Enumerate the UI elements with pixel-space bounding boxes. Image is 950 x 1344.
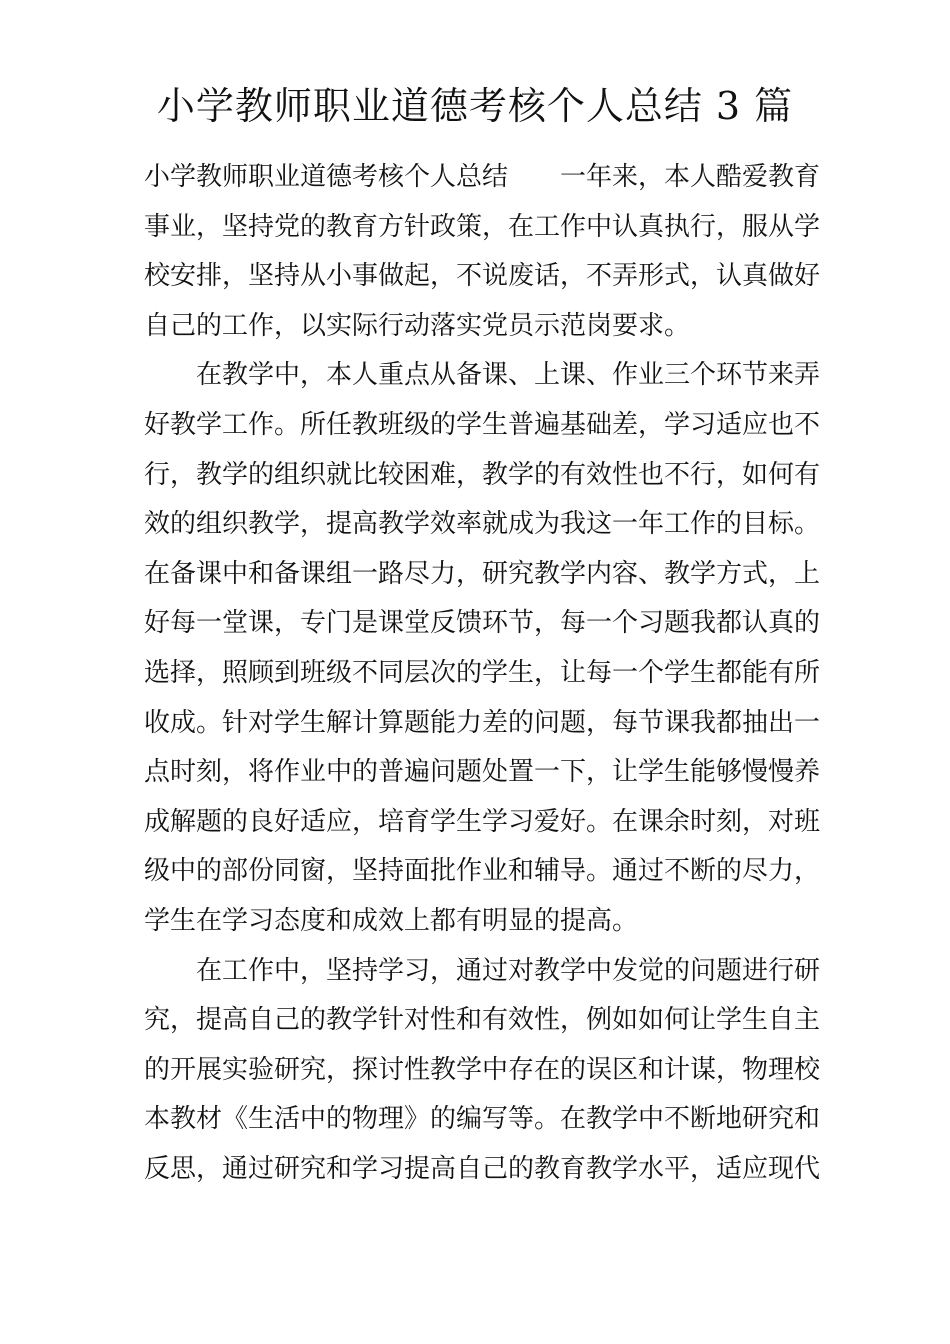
paragraph-2-line-7: 选择，照顾到班级不同层次的学生，让每一个学生都能有所 (144, 657, 821, 688)
document-body (144, 153, 821, 1194)
paragraph-1-line-4: 自己的工作，以实际行动落实党员示范岗要求。 (144, 310, 691, 341)
paragraph-3-line-4: 本教材《生活中的物理》的编写等。在教学中不断地研究和 (144, 1104, 821, 1135)
paragraph-3-line-1: 在工作中，坚持学习，通过对教学中发觉的问题进行研 (196, 955, 821, 986)
paragraph-2-line-6: 好每一堂课，专门是课堂反馈环节，每一个习题我都认真的 (144, 608, 821, 639)
paragraph-2-line-10: 成解题的良好适应，培育学生学习爱好。在课余时刻，对班 (144, 806, 821, 837)
paragraph-1-line-1: 小学教师职业道德考核个人总结 一年来，本人酷爱教育 (144, 162, 821, 192)
paragraph-2-line-3: 行，教学的组织就比较困难，教学的有效性也不行，如何有 (144, 459, 821, 490)
paragraph-2-line-12: 学生在学习态度和成效上都有明显的提高。 (144, 905, 639, 936)
document-title: 小学教师职业道德考核个人总结 3 篇 (156, 84, 794, 128)
paragraph-1-line-3: 校安排，坚持从小事做起，不说废话，不弄形式，认真做好 (144, 261, 821, 292)
paragraph-2-line-1: 在教学中，本人重点从备课、上课、作业三个环节来弄 (196, 360, 821, 391)
paragraph-3-line-5: 反思，通过研究和学习提高自己的教育教学水平，适应现代 (144, 1153, 821, 1184)
paragraph-2-line-5: 在备课中和备课组一路尽力，研究教学内容、教学方式，上 (144, 558, 821, 589)
paragraph-1-line-2: 事业，坚持党的教育方针政策，在工作中认真执行，服从学 (144, 211, 821, 242)
paragraph-3-line-3: 的开展实验研究，探讨性教学中存在的误区和计谋，物理校 (144, 1054, 821, 1085)
paragraph-2-line-2: 好教学工作。所任教班级的学生普遍基础差，学习适应也不 (144, 409, 821, 440)
paragraph-1-lead: 小学教师职业道德考核个人总结 (144, 162, 509, 192)
paragraph-3-line-2: 究，提高自己的教学针对性和有效性，例如如何让学生自主 (144, 1005, 821, 1036)
paragraph-2-line-8: 收成。针对学生解计算题能力差的问题，每节课我都抽出一 (144, 707, 821, 738)
paragraph-2-line-9: 点时刻，将作业中的普遍问题处置一下，让学生能够慢慢养 (144, 757, 821, 788)
paragraph-2-line-11: 级中的部份同窗，坚持面批作业和辅导。通过不断的尽力， (144, 856, 821, 887)
paragraph-2-line-4: 效的组织教学，提高教学效率就成为我这一年工作的目标。 (144, 509, 821, 540)
